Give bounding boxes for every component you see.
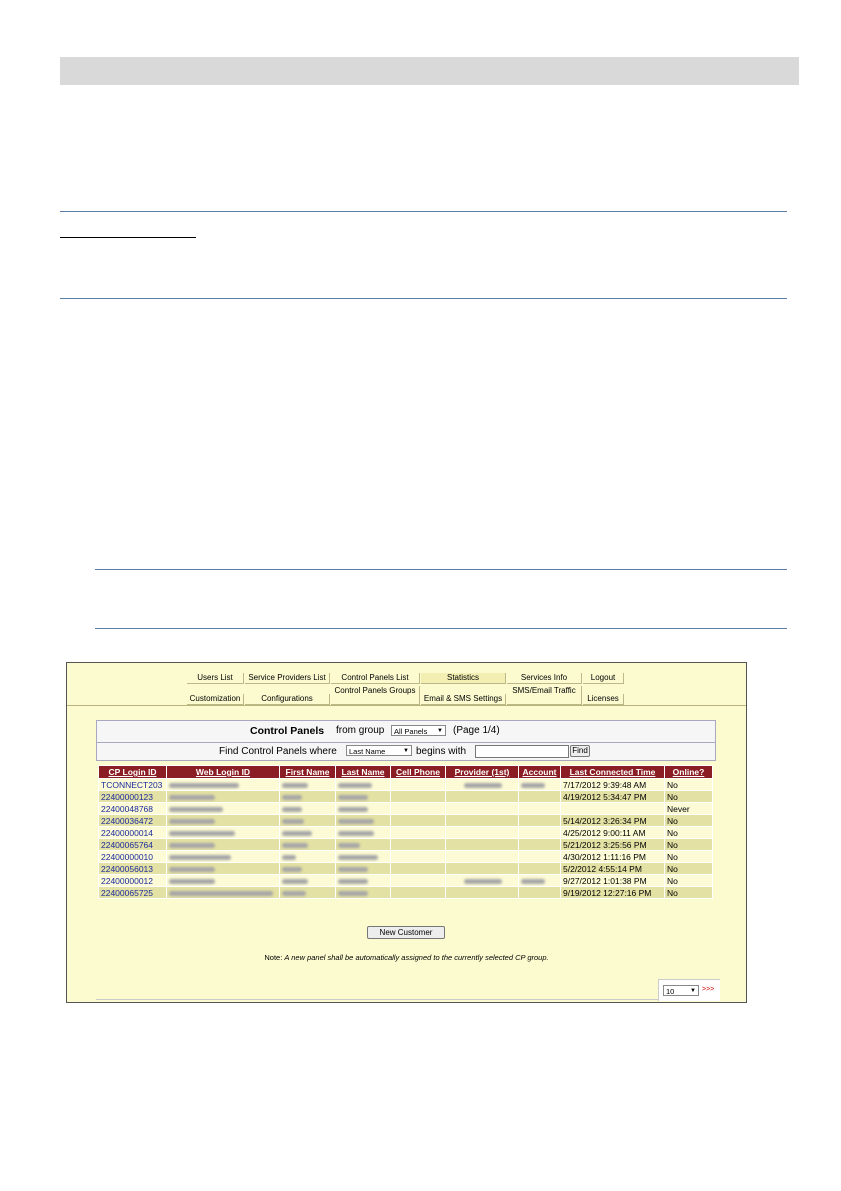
redacted-text xyxy=(338,795,368,800)
cp-login-id[interactable]: 22400065725 xyxy=(99,887,167,899)
redacted-text xyxy=(521,783,545,788)
group-select-value: All Panels xyxy=(394,727,428,736)
new-customer-button[interactable]: New Customer xyxy=(367,926,445,939)
redacted-text xyxy=(282,891,306,896)
redacted-text xyxy=(338,783,372,788)
redacted-text xyxy=(464,879,502,884)
online-status: No xyxy=(665,875,713,887)
table-row[interactable] xyxy=(99,791,713,803)
redacted-text xyxy=(338,879,368,884)
column-header[interactable]: First Name xyxy=(280,766,336,779)
last-connected-time: 5/2/2012 4:55:14 PM xyxy=(561,863,665,875)
redacted-text xyxy=(169,819,215,824)
header-bar xyxy=(60,57,799,85)
note-prefix: Note: xyxy=(264,953,283,962)
online-status: No xyxy=(665,815,713,827)
redacted-text xyxy=(338,855,378,860)
last-connected-time: 4/25/2012 9:00:11 AM xyxy=(561,827,665,839)
nav-statistics[interactable]: Statistics xyxy=(421,673,506,684)
online-status: No xyxy=(665,839,713,851)
redacted-text xyxy=(282,807,302,812)
pager xyxy=(658,979,720,1001)
redacted-text xyxy=(464,783,502,788)
online-status: No xyxy=(665,779,713,791)
bottom-rule xyxy=(96,999,659,1000)
online-status: No xyxy=(665,851,713,863)
redacted-text xyxy=(169,867,215,872)
cp-login-id[interactable]: 22400000012 xyxy=(99,875,167,887)
nav-users-list[interactable]: Users List xyxy=(187,673,244,684)
redacted-text xyxy=(282,795,302,800)
last-connected-time: 5/21/2012 3:25:56 PM xyxy=(561,839,665,851)
redacted-text xyxy=(169,783,239,788)
cp-login-id[interactable]: TCONNECT203 xyxy=(99,779,167,791)
nav-configurations[interactable]: Configurations xyxy=(245,694,330,705)
redacted-text xyxy=(282,843,308,848)
underline-mark xyxy=(60,237,196,238)
control-panels-table xyxy=(98,765,713,899)
field-select[interactable] xyxy=(346,745,412,756)
online-status: No xyxy=(665,887,713,899)
online-status: Never xyxy=(665,803,713,815)
table-row[interactable] xyxy=(99,839,713,851)
panel-header xyxy=(96,720,716,743)
next-page-link[interactable]: >>> xyxy=(702,986,715,993)
nav-control-panels-list[interactable]: Control Panels List xyxy=(331,673,420,684)
column-header[interactable]: Last Connected Time xyxy=(561,766,665,779)
cp-login-id[interactable]: 22400056013 xyxy=(99,863,167,875)
table-row[interactable] xyxy=(99,851,713,863)
redacted-text xyxy=(338,867,368,872)
column-header[interactable]: Last Name xyxy=(336,766,391,779)
divider xyxy=(60,298,787,299)
redacted-text xyxy=(282,867,302,872)
redacted-text xyxy=(169,831,235,836)
nav-licenses[interactable]: Licenses xyxy=(583,694,624,705)
redacted-text xyxy=(338,891,368,896)
cp-login-id[interactable]: 22400048768 xyxy=(99,803,167,815)
redacted-text xyxy=(169,855,231,860)
redacted-text xyxy=(169,891,273,896)
begins-with-label: begins with xyxy=(416,746,467,757)
note-text xyxy=(67,953,746,962)
column-header[interactable]: Provider (1st) xyxy=(446,766,519,779)
redacted-text xyxy=(282,819,304,824)
nav-control-panels-groups[interactable]: Control Panels Groups xyxy=(331,686,420,705)
redacted-text xyxy=(338,819,374,824)
redacted-text xyxy=(521,879,545,884)
redacted-text xyxy=(282,879,308,884)
redacted-text xyxy=(282,855,296,860)
page-indicator: (Page 1/4) xyxy=(453,725,500,736)
panel-title: Control Panels xyxy=(250,725,325,737)
redacted-text xyxy=(338,843,360,848)
page-size-select[interactable] xyxy=(663,985,699,996)
nav-services-info[interactable]: Services Info xyxy=(507,673,582,684)
column-header[interactable]: CP Login ID xyxy=(99,766,167,779)
find-label: Find Control Panels where xyxy=(219,746,337,757)
table-row[interactable] xyxy=(99,827,713,839)
last-connected-time: 9/19/2012 12:27:16 PM xyxy=(561,887,665,899)
nav-sms-email-traffic[interactable]: SMS/Email Traffic xyxy=(507,686,582,705)
redacted-text xyxy=(338,807,368,812)
last-connected-time xyxy=(561,803,665,815)
nav-separator xyxy=(67,705,746,706)
cp-login-id[interactable]: 22400000014 xyxy=(99,827,167,839)
column-header[interactable]: Online? xyxy=(665,766,713,779)
table-row[interactable] xyxy=(99,815,713,827)
divider xyxy=(95,628,787,629)
nav-email-sms-settings[interactable]: Email & SMS Settings xyxy=(421,694,506,705)
redacted-text xyxy=(282,831,312,836)
last-connected-time: 4/30/2012 1:11:16 PM xyxy=(561,851,665,863)
column-header[interactable]: Web Login ID xyxy=(167,766,280,779)
online-status: No xyxy=(665,791,713,803)
note-body: A new panel shall be automatically assigned to the currently selected CP group. xyxy=(284,953,549,962)
chevron-down-icon: ▼ xyxy=(437,728,443,734)
online-status: No xyxy=(665,827,713,839)
table-header-row xyxy=(99,766,713,779)
last-connected-time: 5/14/2012 3:26:34 PM xyxy=(561,815,665,827)
cp-login-id[interactable]: 22400036472 xyxy=(99,815,167,827)
main-nav xyxy=(67,663,746,703)
divider xyxy=(95,569,787,570)
redacted-text xyxy=(282,783,308,788)
control-panels-screenshot xyxy=(66,662,747,1003)
table-row[interactable] xyxy=(99,887,713,899)
field-select-value: Last Name xyxy=(349,747,386,756)
online-status: No xyxy=(665,863,713,875)
nav-customization[interactable]: Customization xyxy=(187,694,244,705)
nav-logout[interactable]: Logout xyxy=(583,673,624,684)
last-connected-time: 4/19/2012 5:34:47 PM xyxy=(561,791,665,803)
chevron-down-icon: ▼ xyxy=(690,988,696,994)
table-row[interactable] xyxy=(99,779,713,791)
search-input[interactable] xyxy=(475,745,569,758)
redacted-text xyxy=(169,795,215,800)
page-size-value: 10 xyxy=(666,987,675,996)
last-connected-time: 7/17/2012 9:39:48 AM xyxy=(561,779,665,791)
redacted-text xyxy=(169,843,215,848)
cp-login-id[interactable]: 22400000123 xyxy=(99,791,167,803)
group-select[interactable] xyxy=(391,725,446,736)
divider xyxy=(60,211,787,212)
redacted-text xyxy=(338,831,374,836)
cp-login-id[interactable]: 22400065764 xyxy=(99,839,167,851)
find-button[interactable]: Find xyxy=(570,745,590,757)
table-row[interactable] xyxy=(99,863,713,875)
from-group-label: from group xyxy=(336,725,385,736)
redacted-text xyxy=(169,879,215,884)
last-connected-time: 9/27/2012 1:01:38 PM xyxy=(561,875,665,887)
nav-service-providers-list[interactable]: Service Providers List xyxy=(245,673,330,684)
cp-login-id[interactable]: 22400000010 xyxy=(99,851,167,863)
table-row[interactable] xyxy=(99,875,713,887)
redacted-text xyxy=(169,807,223,812)
table-row[interactable] xyxy=(99,803,713,815)
find-bar xyxy=(96,742,716,761)
chevron-down-icon: ▼ xyxy=(403,748,409,754)
column-header[interactable]: Account xyxy=(519,766,561,779)
column-header[interactable]: Cell Phone xyxy=(391,766,446,779)
